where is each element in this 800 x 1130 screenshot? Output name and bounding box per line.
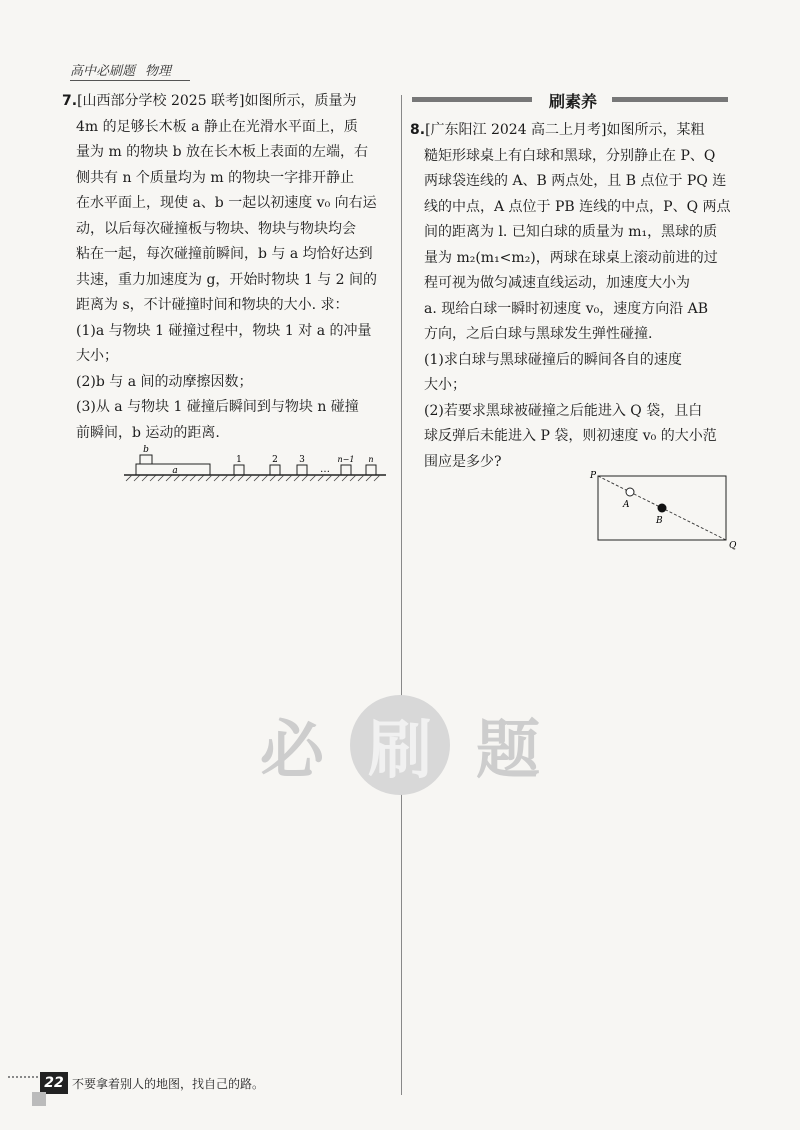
block-n-minus-1 bbox=[341, 465, 351, 475]
block-n-minus-1-label: n−1 bbox=[337, 455, 355, 464]
block-n-label: n bbox=[368, 455, 374, 464]
q8-figure bbox=[588, 470, 738, 550]
q8-part: (2)若要求黑球被碰撞之后能进入 Q 袋，且白 bbox=[424, 402, 703, 419]
column-divider bbox=[401, 95, 402, 1095]
block-1 bbox=[234, 465, 244, 475]
white-ball-a bbox=[626, 488, 634, 496]
block-3 bbox=[297, 465, 307, 475]
q8-line: 两球袋连线的 A、B 两点处，且 B 点位于 PQ 连 bbox=[424, 173, 727, 189]
q7-figure bbox=[120, 442, 390, 482]
label-p: P bbox=[590, 471, 597, 481]
q7-line: 侧共有 n 个质量均为 m 的物块一字排开静止 bbox=[76, 169, 355, 186]
q7-part: (1)a 与物块 1 碰撞过程中，物块 1 对 a 的冲量 bbox=[76, 322, 372, 339]
q8-line: 程可视为做匀减速直线运动，加速度大小为 bbox=[424, 275, 690, 291]
footer-motto: 不要拿着别人的地图，找自己的路。 bbox=[72, 1077, 265, 1091]
watermark-char: 刷 bbox=[350, 695, 450, 795]
watermark-logo bbox=[260, 690, 540, 800]
q7-line: 动，以后每次碰撞板与物块、物块与物块均会 bbox=[76, 220, 356, 237]
q7-part: (2)b 与 a 间的动摩擦因数； bbox=[76, 373, 253, 390]
q8-line: 糙矩形球桌上有白球和黑球，分别静止在 P、Q bbox=[424, 147, 716, 164]
label-b: B bbox=[656, 516, 663, 526]
label-q: Q bbox=[729, 541, 737, 550]
q7-part: 大小； bbox=[76, 348, 118, 364]
q7-line: 量为 m 的物块 b 放在长木板上表面的左端，右 bbox=[76, 144, 369, 160]
book-title: 高中必刷题 bbox=[70, 64, 136, 79]
section-banner bbox=[412, 89, 728, 111]
q7-line: 7.[山西部分学校 2025 联考]如图所示，质量为 bbox=[62, 93, 357, 109]
q7-line: 4m 的足够长木板 a 静止在光滑水平面上，质 bbox=[76, 118, 358, 135]
q8-line: 线的中点，A 点位于 PB 连线的中点，P、Q 两点 bbox=[424, 198, 731, 215]
q8-line: 方向，之后白球与黑球发生弹性碰撞. bbox=[424, 326, 653, 342]
q8-line: 8.[广东阳江 2024 高二上月考]如图所示，某粗 bbox=[410, 122, 705, 138]
q7-part: 前瞬间，b 运动的距离. bbox=[76, 424, 220, 441]
q8-line: 间的距离为 l. 已知白球的质量为 m₁，黑球的质 bbox=[424, 224, 718, 240]
q8-part: (1)求白球与黑球碰撞后的瞬间各自的速度 bbox=[424, 351, 682, 368]
q8-part: 大小； bbox=[424, 377, 466, 393]
footer-decor-square bbox=[32, 1092, 46, 1106]
banner-bar-left bbox=[412, 97, 532, 102]
running-header bbox=[70, 60, 171, 79]
footer-dots bbox=[8, 1076, 38, 1078]
q7-line: 在水平面上，现使 a、b 一起以初速度 v₀ 向右运 bbox=[76, 195, 377, 211]
q8-line: a. 现给白球一瞬时初速度 v₀，速度方向沿 AB bbox=[424, 300, 709, 317]
q7-line: 共速，重力加速度为 g，开始时物块 1 与 2 间的 bbox=[76, 271, 378, 288]
label-a: A bbox=[623, 500, 630, 510]
watermark-char: 题 bbox=[476, 714, 540, 788]
q7-line: 粘在一起，每次碰撞前瞬间，b 与 a 均恰好达到 bbox=[76, 246, 373, 262]
q8-part: 球反弹后未能进入 P 袋，则初速度 v₀ 的大小范 bbox=[424, 428, 717, 444]
block-b bbox=[140, 455, 152, 464]
black-ball-b bbox=[658, 504, 667, 513]
blocks-ellipsis: … bbox=[320, 464, 330, 475]
q7-part: (3)从 a 与物块 1 碰撞后瞬间到与物块 n 碰撞 bbox=[76, 399, 359, 415]
block-2 bbox=[270, 465, 280, 475]
q7-line: 距离为 s，不计碰撞时间和物块的大小. 求： bbox=[76, 297, 349, 313]
subject-label: 物理 bbox=[145, 64, 172, 79]
q8-number: 8. bbox=[410, 122, 426, 138]
question-7 bbox=[62, 89, 390, 446]
block-b-label: b bbox=[143, 445, 149, 455]
header-rule bbox=[70, 80, 190, 81]
section-label: 刷素养 bbox=[548, 92, 597, 111]
block-2-label: 2 bbox=[272, 455, 278, 465]
banner-bar-right bbox=[612, 97, 728, 102]
watermark-char: 必 bbox=[260, 714, 324, 788]
question-8 bbox=[410, 118, 740, 475]
ground-hatching bbox=[126, 475, 380, 481]
block-n bbox=[366, 465, 376, 475]
q7-number: 7. bbox=[62, 93, 78, 109]
page-number: 22 bbox=[40, 1072, 68, 1094]
block-3-label: 3 bbox=[299, 455, 305, 465]
plank-a-label: a bbox=[172, 466, 178, 476]
block-1-label: 1 bbox=[236, 455, 242, 465]
q8-line: 量为 m₂(m₁<m₂)，两球在球桌上滚动前进的过 bbox=[424, 249, 718, 266]
q8-part: 围应是多少? bbox=[424, 453, 502, 470]
